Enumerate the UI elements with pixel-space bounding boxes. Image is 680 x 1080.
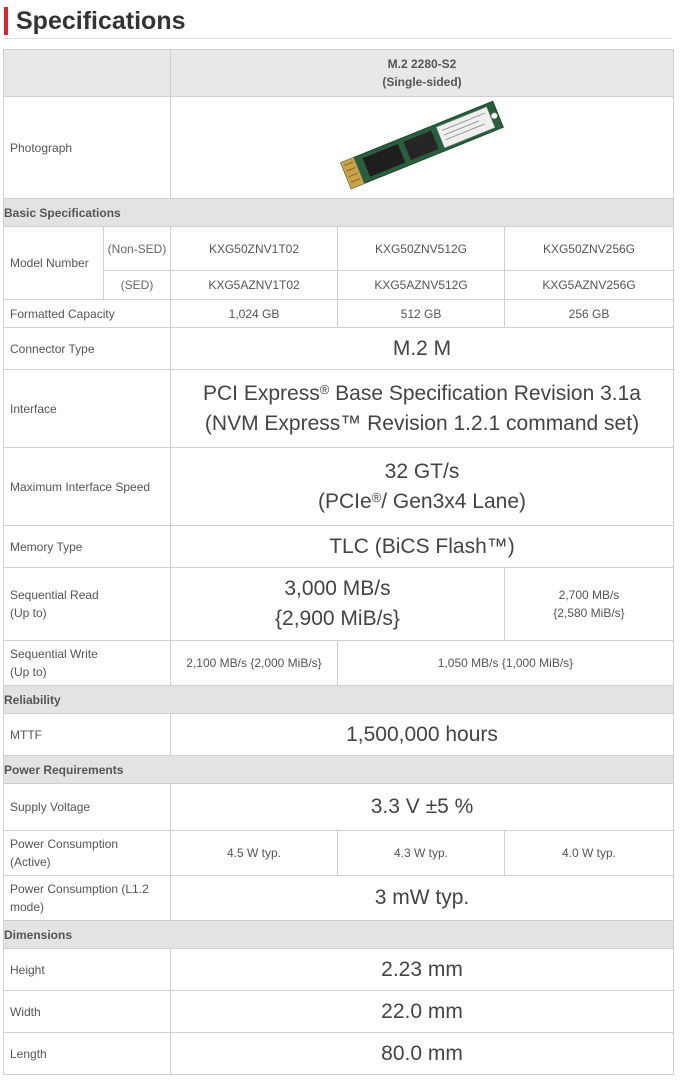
capacity-label: Formatted Capacity <box>4 300 171 328</box>
non-sed-label: (Non-SED) <box>104 227 171 271</box>
capacity-1t: 1,024 GB <box>171 300 338 328</box>
capacity-256: 256 GB <box>505 300 674 328</box>
seq-read-alt-mbs: 2,700 MB/s <box>558 588 620 602</box>
section-power: Power Requirements <box>4 756 674 784</box>
memory-value: TLC (BiCS Flash™) <box>171 526 674 568</box>
max-speed-line1: 32 GT/s <box>384 459 460 483</box>
width-value: 22.0 mm <box>171 991 674 1033</box>
power-active-256: 4.0 W typ. <box>505 831 674 876</box>
seq-read-row <box>4 568 674 641</box>
section-basic: Basic Specifications <box>4 199 674 227</box>
model-number-row-sed <box>4 271 674 300</box>
power-l12-value: 3 mW typ. <box>171 876 674 921</box>
photograph-row <box>4 97 674 199</box>
mttf-label: MTTF <box>4 714 171 756</box>
max-speed-lane-text: / Gen3x4 Lane) <box>381 489 527 513</box>
title-area <box>4 4 672 39</box>
memory-label: Memory Type <box>4 526 171 568</box>
connector-row <box>4 328 674 370</box>
power-l12-label-line2: mode) <box>10 900 45 914</box>
model-nonsed-256: KXG50ZNV256G <box>505 227 674 271</box>
seq-write-label-line2: (Up to) <box>10 665 47 679</box>
max-speed-value <box>171 448 674 526</box>
interface-reg-mark: ® <box>319 381 330 397</box>
height-row <box>4 949 674 991</box>
seq-read-main-mibs: {2,900 MiB/s} <box>275 607 400 630</box>
seq-read-label <box>4 568 171 641</box>
model-sed-1t: KXG5AZNV1T02 <box>171 271 338 300</box>
seq-write-1t: 2,100 MB/s {2,000 MiB/s} <box>171 641 338 686</box>
form-factor-header <box>171 50 674 97</box>
height-label: Height <box>4 949 171 991</box>
seq-read-main <box>171 568 505 641</box>
max-speed-label: Maximum Interface Speed <box>4 448 171 526</box>
section-reliability: Reliability <box>4 686 674 714</box>
interface-label: Interface <box>4 370 171 448</box>
interface-spec-text: Base Specification Revision 3.1a <box>329 381 641 405</box>
seq-write-label <box>4 641 171 686</box>
power-active-512: 4.3 W typ. <box>338 831 505 876</box>
capacity-row <box>4 300 674 328</box>
power-active-1t: 4.5 W typ. <box>171 831 338 876</box>
supply-label: Supply Voltage <box>4 784 171 831</box>
model-nonsed-512: KXG50ZNV512G <box>338 227 505 271</box>
section-power-row <box>4 756 674 784</box>
connector-value: M.2 M <box>171 328 674 370</box>
power-l12-label-line1: Power Consumption (L1.2 <box>10 882 149 896</box>
model-sed-512: KXG5AZNV512G <box>338 271 505 300</box>
max-speed-pcie-text: (PCIe <box>317 489 372 513</box>
spec-table <box>3 49 674 1075</box>
title-accent-bar <box>4 7 8 35</box>
height-value: 2.23 mm <box>171 949 674 991</box>
max-speed-row <box>4 448 674 526</box>
seq-read-label-line1: Sequential Read <box>10 588 99 602</box>
seq-write-label-line1: Sequential Write <box>10 647 98 661</box>
model-number-row-nonsed <box>4 227 674 271</box>
interface-line1 <box>171 379 673 409</box>
interface-value <box>171 370 674 448</box>
mttf-row <box>4 714 674 756</box>
model-sed-256: KXG5AZNV256G <box>505 271 674 300</box>
form-factor-name: M.2 2280-S2 <box>387 57 457 71</box>
memory-row <box>4 526 674 568</box>
form-factor-sides: (Single-sided) <box>382 75 462 89</box>
connector-label: Connector Type <box>4 328 171 370</box>
model-number-label: Model Number <box>4 227 104 300</box>
section-dimensions: Dimensions <box>4 921 674 949</box>
width-label: Width <box>4 991 171 1033</box>
length-value: 80.0 mm <box>171 1033 674 1075</box>
power-active-label-line1: Power Consumption <box>10 837 119 851</box>
seq-read-label-line2: (Up to) <box>10 606 47 620</box>
max-speed-line2 <box>171 487 673 517</box>
photograph-cell <box>171 97 674 199</box>
header-blank-cell <box>4 50 171 97</box>
power-l12-label <box>4 876 171 921</box>
sed-label: (SED) <box>104 271 171 300</box>
power-l12-row <box>4 876 674 921</box>
supply-value: 3.3 V ±5 % <box>171 784 674 831</box>
interface-line2: (NVM Express™ Revision 1.2.1 command set) <box>204 411 640 435</box>
power-active-label <box>4 831 171 876</box>
seq-write-row <box>4 641 674 686</box>
header-row <box>4 50 674 97</box>
capacity-512: 512 GB <box>338 300 505 328</box>
section-basic-row <box>4 199 674 227</box>
seq-read-main-mbs: 3,000 MB/s <box>284 577 391 600</box>
section-dimensions-row <box>4 921 674 949</box>
seq-read-alt-mibs: {2,580 MiB/s} <box>553 606 625 620</box>
power-active-label-line2: (Active) <box>10 855 51 869</box>
photograph-label: Photograph <box>4 97 171 199</box>
mttf-value: 1,500,000 hours <box>171 714 674 756</box>
seq-read-alt <box>505 568 674 641</box>
supply-row <box>4 784 674 831</box>
ssd-photo <box>332 97 512 193</box>
power-active-row <box>4 831 674 876</box>
length-row <box>4 1033 674 1075</box>
section-reliability-row <box>4 686 674 714</box>
seq-write-others: 1,050 MB/s {1,000 MiB/s} <box>338 641 674 686</box>
interface-row <box>4 370 674 448</box>
width-row <box>4 991 674 1033</box>
model-nonsed-1t: KXG50ZNV1T02 <box>171 227 338 271</box>
page-title: Specifications <box>16 7 186 35</box>
interface-pci-text: PCI Express <box>203 381 320 405</box>
length-label: Length <box>4 1033 171 1075</box>
max-speed-reg-mark: ® <box>371 489 382 505</box>
